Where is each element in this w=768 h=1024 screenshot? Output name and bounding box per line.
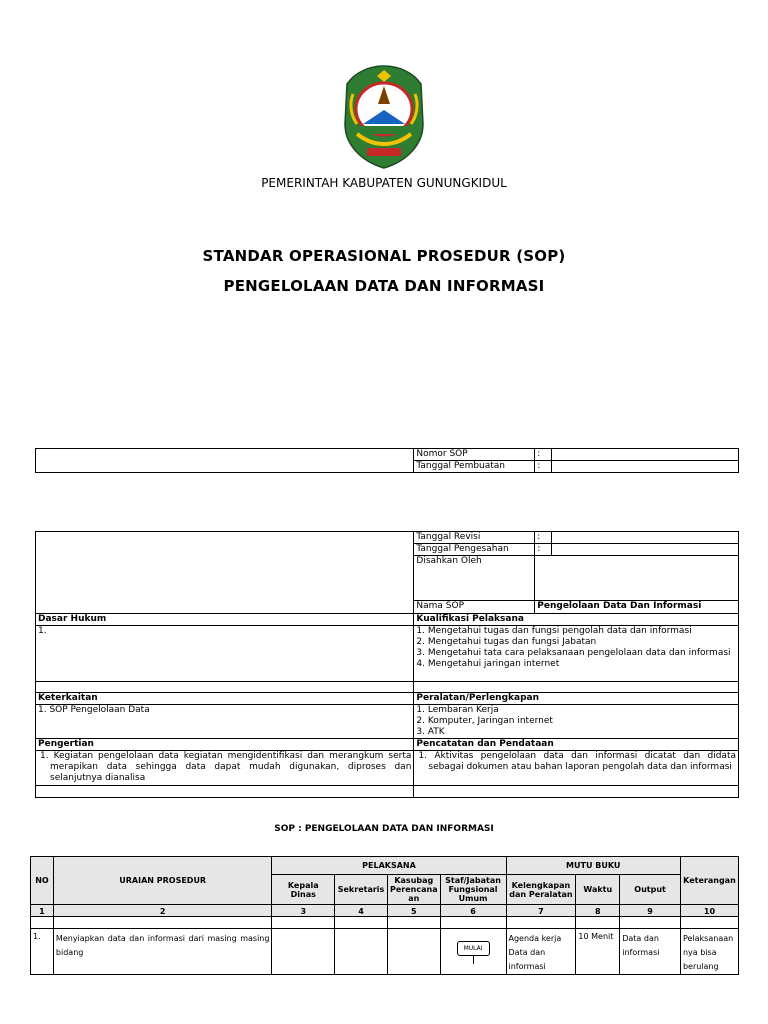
blank-cell	[36, 786, 414, 798]
blank-cell	[576, 917, 620, 929]
regency-emblem-logo	[343, 64, 425, 170]
tanggal-pembuatan-label: Tanggal Pembuatan	[414, 461, 535, 473]
nama-sop-value: Pengelolaan Data Dan Informasi	[535, 601, 739, 614]
header-kasubag: Kasubag Perencana an	[388, 875, 441, 905]
kualifikasi-heading: Kualifikasi Pelaksana	[414, 614, 739, 626]
pencatatan-heading: Pencatatan dan Pendataan	[414, 739, 739, 751]
tanggal-revisi-value	[552, 532, 739, 544]
keterkaitan-list	[36, 705, 414, 739]
nomor-sop-label: Nomor SOP	[414, 449, 535, 461]
table-row	[31, 929, 739, 975]
column-number: 8	[576, 905, 620, 917]
peralatan-list	[414, 705, 739, 739]
sop-procedure-table	[30, 856, 739, 975]
government-name: PEMERINTAH KABUPATEN GUNUNGKIDUL	[261, 176, 507, 190]
column-number: 1	[31, 905, 54, 917]
column-number: 2	[53, 905, 272, 917]
blank-cell	[36, 449, 414, 473]
pencatatan-list	[414, 751, 739, 786]
sop-info-table	[35, 531, 739, 798]
disahkan-oleh-label: Disahkan Oleh	[414, 556, 535, 601]
list-item: 3. ATK	[416, 727, 445, 737]
blank-cell	[36, 532, 414, 614]
row-kepala-dinas	[272, 929, 335, 975]
keterkaitan-heading: Keterkaitan	[36, 693, 414, 705]
colon: :	[535, 544, 552, 556]
header-kelengkapan: Kelengkapan dan Peralatan	[506, 875, 576, 905]
row-kelengkapan: Agenda kerja Data dan informasi	[506, 929, 576, 975]
column-number: 7	[506, 905, 576, 917]
row-no: 1.	[31, 929, 54, 975]
row-uraian: Menyiapkan data dan informasi dari masing masing bidang	[53, 929, 272, 975]
tanggal-pengesahan-value	[552, 544, 739, 556]
row-kasubag	[388, 929, 441, 975]
list-item: 2. Komputer, Jaringan internet	[416, 716, 553, 726]
header-pelaksana: PELAKSANA	[272, 857, 506, 875]
list-item: 4. Mengetahui jaringan internet	[416, 659, 560, 669]
row-staf-flow	[440, 929, 506, 975]
row-sekretaris	[335, 929, 388, 975]
column-number: 9	[620, 905, 681, 917]
dasar-hukum-list	[36, 626, 414, 682]
dasar-hukum-heading: Dasar Hukum	[36, 614, 414, 626]
disahkan-oleh-value	[535, 556, 739, 601]
row-waktu: 10 Menit	[576, 929, 620, 975]
nomor-sop-value	[552, 449, 739, 461]
blank-cell	[414, 786, 739, 798]
blank-cell	[620, 917, 681, 929]
pengertian-list	[36, 751, 414, 786]
blank-cell	[388, 917, 441, 929]
blank-cell	[680, 917, 738, 929]
tanggal-pengesahan-label: Tanggal Pengesahan	[414, 544, 535, 556]
blank-cell	[335, 917, 388, 929]
colon: :	[535, 461, 552, 473]
row-keterangan: Pelaksanaan nya bisa berulang	[680, 929, 738, 975]
header-keterangan: Keterangan	[680, 857, 738, 905]
tanggal-pembuatan-value	[552, 461, 739, 473]
header-kepala-dinas: Kepala Dinas	[272, 875, 335, 905]
header-no: NO	[31, 857, 54, 905]
flow-arrow-line	[473, 956, 474, 964]
list-item: 1. Aktivitas pengelolaan data dan informasi dicatat dan didata sebagai dokumen atau bahan laporan pengolah data dan informasi	[418, 751, 736, 772]
document-subtitle: PENGELOLAAN DATA DAN INFORMASI	[223, 277, 545, 295]
column-number: 5	[388, 905, 441, 917]
nama-sop-label: Nama SOP	[414, 601, 535, 614]
blank-cell	[414, 682, 739, 693]
colon: :	[535, 532, 552, 544]
list-item: 1. Lembaran Kerja	[416, 705, 499, 715]
blank-cell	[272, 917, 335, 929]
list-item: 1. Mengetahui tugas dan fungsi pengolah data dan informasi	[416, 626, 692, 636]
column-number: 10	[680, 905, 738, 917]
colon: :	[535, 449, 552, 461]
header-mutu-buku: MUTU BUKU	[506, 857, 680, 875]
list-item: 2. Mengetahui tugas dan fungsi Jabatan	[416, 637, 597, 647]
column-number: 6	[440, 905, 506, 917]
list-item: 1.	[38, 626, 47, 636]
sop-table-title: SOP : PENGELOLAAN DATA DAN INFORMASI	[274, 824, 494, 834]
kualifikasi-list	[414, 626, 739, 682]
blank-cell	[440, 917, 506, 929]
header-sekretaris: Sekretaris	[335, 875, 388, 905]
column-number: 3	[272, 905, 335, 917]
tanggal-revisi-label: Tanggal Revisi	[414, 532, 535, 544]
list-item: 3. Mengetahui tata cara pelaksanaan pengelolaan data dan informasi	[416, 648, 731, 658]
peralatan-heading: Peralatan/Perlengkapan	[414, 693, 739, 705]
blank-cell	[53, 917, 272, 929]
header-output: Output	[620, 875, 681, 905]
list-item: 1. Kegiatan pengelolaan data kegiatan mengidentifikasi dan merangkum serta merapikan data sehingga data dapat mudah digunakan, diproses dan selanjutnya dianalisa	[40, 751, 412, 783]
row-output: Data dan informasi	[620, 929, 681, 975]
pengertian-heading: Pengertian	[36, 739, 414, 751]
blank-cell	[31, 917, 54, 929]
list-item: 1. SOP Pengelolaan Data	[38, 705, 150, 715]
header-waktu: Waktu	[576, 875, 620, 905]
document-title: STANDAR OPERASIONAL PROSEDUR (SOP)	[202, 247, 566, 265]
blank-cell	[506, 917, 576, 929]
header-uraian: URAIAN PROSEDUR	[53, 857, 272, 905]
blank-cell	[36, 682, 414, 693]
column-number: 4	[335, 905, 388, 917]
flow-start-box: MULAI	[457, 941, 490, 956]
header-staf: Staf/Jabatan Fungsional Umum	[440, 875, 506, 905]
sop-number-table	[35, 448, 739, 473]
